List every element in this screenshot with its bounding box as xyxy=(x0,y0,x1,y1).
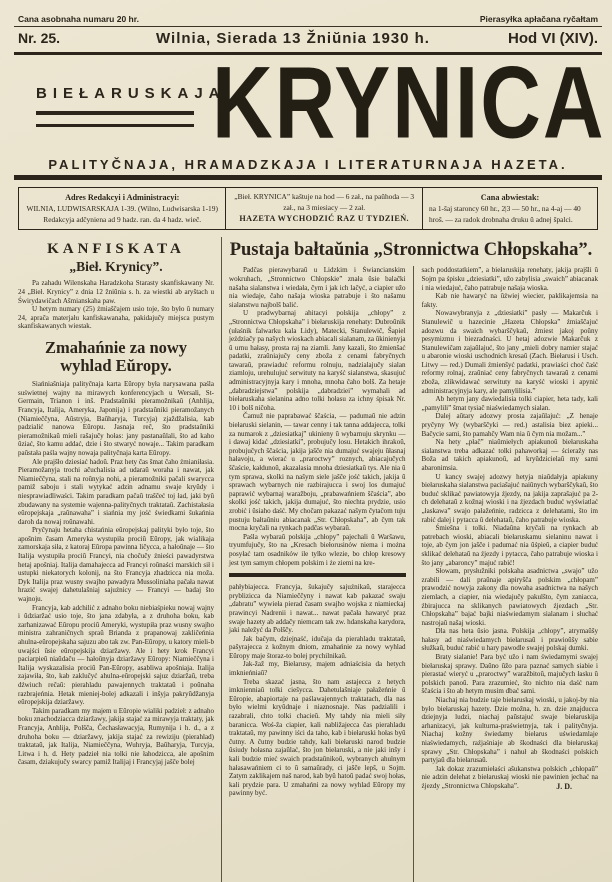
masthead-title: KRYNICA xyxy=(212,44,606,160)
issue-number: Nr. 25. xyxy=(18,30,61,46)
address-line1: WILNIA, LUDWISARSKAJA 1-39. (Wilno, Ludwisarska 1-19) xyxy=(26,203,218,213)
kanfiskata-title-line1: KANFISKATA xyxy=(47,241,185,258)
paragraph: Kab nie hawaryć na ŭźwiej wiecier, paklikajemsia na fakty. xyxy=(421,292,598,309)
paragraph: Siańniašniaja palityčnaja karta Eŭropy była narysawana paśla suświetnej wajny na mirawych konferencyjach u Wersali, St-Germain, Trianon i inš. Pradstaŭniki pieramožnikaŭ (Anhlija, Francyja, Italija, Ameryka, Japonija) i pradstaŭniki pieramožanych (Niamieččyna, Aŭstryja, Baŭharyja, Turcyja) zjaždžalisia, kab padzialić nanowa Eŭropu. Jasnaja reč, što pradstaŭniki pieramožnikaŭ mieli rašajučy hołas: jany pastanaŭlali, što ad kaho ŭziać, što kamu addać, dzie i što stwaryć nowaje... Takim paradkam paŭstała paśla wajny nowaja palityčnaja karta Eŭropy. xyxy=(18,380,214,457)
paragraph: Dalej aŭtary adozwy prosta zajaŭlajuć: „Z henaje pryčyny Wy (wybarščyki — red.) astalisia biez apieki... Bačycie sami, što pamahčy Wam nia ŭ čym nia možam...” xyxy=(421,412,598,438)
paragraph: Nowawybranyja z „dziesiatki” pasły — Makarčuk i Stanulewič u hazecinie „Hazeta Chłopska” źmiaščajuć adozwu da swaich wybarščykaŭ, źmiest jakoj poŭny pesymizmu i biezradnaści. U hetaj adozwie Makarčuk z Stanulewičam zajaŭlajuć, što jany „mieli dobry namier stajać u abaronie wioski uschodnich kresaŭ (Zach. Biełarusi i Usch. Litwy — red.) Dumali źmienšyć padatki, prawiaści choć čaść reformy rolnaj, zraŭniać ceny fabryčnych tawaraŭ z cenami zboža, zlikwidawać serwituty na karyść wioski i apynić administracyjnyja kary, ale pamylilisia.” xyxy=(421,309,598,395)
paragraph: Ale prajšło dziesiać hadoŭ. Praz hety čas šmat čaho źmianiłasia. Pieramožanyja trochi ačuchalisia ad udaraŭ woraha i nawat, jak Niamieččyna, stali na roŭnyja nohi, a pieramožniki pačali swarycca pamiž saboju i stali wytykać adzin adnamu swaje kryŭdy i niesprawiadliwaści. Takim paradkam pačaŭ traščeć toj ład, jaki byŭ zbudawany na systemie wajenna-palityčnych traktataŭ. Zachistałasia eŭropejskaja „raŭnawaha” i siańnia my jość świedkami šukańnia daroh da nowaj roŭnawahi. xyxy=(18,457,214,526)
ad-rates-cell xyxy=(422,188,597,229)
paragraph: Jak bačym, dziejnaść, idučaja da pierahladu traktataŭ, pašyrajecca z kožnym dniom, zmahańnie za nowy wyhlad Eŭropy maje štoraz-to bolej prychilnikaŭ. xyxy=(229,634,406,660)
ad-rates-body: na 1-šaj staroncy 60 hr., 2|3 — 50 hr., na 4-aj — 40 hroš. — za radok drobnaha druku ŭ adnej špalci. xyxy=(429,203,581,224)
paragraph: Śmiešna i tolki. Niadaŭna kryčali na rynkach ab patrebach wioski, abiacali biełaruskamu sielaninu nawat i toje, ab čym jon jašče i padumać nia ŭśpieŭ, a ciapier buduć sklikać delehataŭ na źjezdy i pytacca, čaho patrabuje wioska i što jany „abaroncy” majuć rabić! xyxy=(421,524,598,567)
paragraph: Treba skazać jasna, što nam astajecca z hetych imknienniaŭ tolki ciešycca. Dahetulašniaje pałažeńnie ŭ Eŭropie, abapiortaje na paślawajennych traktatach, dla nas było wielmi kryŭdnaje i niaznosnaje. Nas padzialili i razabrali, chto tolki chacieŭ. My tahdy nia mieli siły baranicca. Woś-ža ciapier, kali nabližajecca čas pierahladu traktataŭ, my pawinny iści da taho, kab i biełaruski hołas byŭ čutny. A čutny budzie tahdy, kali biełaruski narod budzie ŭsiudy hołasna zajaŭlać, što jon biełaruski, a nie jaki inšy i kali budzie mieć swaich pradstaŭnikoŭ, wybranych ahulnym hałasawańniem ci to ŭ samaŭrady, ci jašče lepš, u Sojm. Zatym zaklikajem naš narod, kab byŭ hatoŭ padać swoj hołas, kali prydzie para. U zmahańni za nowy wyhlad Eŭropy my pawinny być. xyxy=(229,677,406,798)
address-title: Adres Redakcyi i Administracyi: xyxy=(65,193,180,202)
masthead-rule xyxy=(14,175,602,180)
right-section xyxy=(221,237,600,882)
subscription-cell xyxy=(225,188,422,229)
price-note: Cana asobnaha numaru 20 hr. xyxy=(18,14,139,24)
paragraph: Ab hetym jany dawiedalisia tolki ciapier, heta tady, kali „pamylili” šmat tysiač niaświedamych sialan. xyxy=(421,395,598,412)
paragraph: Francyja, kab adchilić z adnaho boku niebiaśpieku nowaj wajny i ŭdziaržać usio toje, što jana zdabyła, a z druhoha boku, kab zarhanizawać Eŭropu prociŭ Ameryki, wystupiła praz wusny swajho ministra zahraničnych spraŭ Brianda z prapanowaj zakličeńnia ahulna-eŭropejskaha sajuzu abo tak zw. Pan-Eŭropy, u katory mieli-b uwajści ŭsie eŭropejskija dziaržawy. Ale i hety krok Francyi paciarpieŭ niaŭdaču — hałoŭnyja dziaržawy Eŭropy: Niamieččyna i Italija wyskazalisia prociŭ Pan-Eŭropy, asabliwa apošniaja. Italija zajawiła, što, kab zaklučyć ahulna-eŭropejski sajuz dziaržaŭ, treba dźwiuch rečaŭ: pierahladu pawajennych traktataŭ i poŭnaha razbrajeńnia. Hetak mieniej-bolej adkazali i inšyja pakryŭdžanyja eŭropejskija dziaržawy. xyxy=(18,603,214,707)
paragraph: pahłybiajecca. Francyja, šukajučy sajuźnikaŭ, starajecca pryblizicca da Niamieččyny i nawat kab pakazać swaju „dabratu” wywieła pierad časam swajho wojska z niamieckaj prawincyi Nadrenii i nawat... nawat pačała hawaryć praz swaje hazety ab addačy niemcam tak zw. hdanskaha karydora, jaki naležyć da Polščy. xyxy=(229,583,406,635)
masthead xyxy=(14,44,606,160)
paragraph: Słowam, prysłužniki polskaha asadnictwa „swajo” užo zrabili — dali praŭnaje apiryšča polskim „chłopam” prawodzić nowyja zakony dla nowaha asadnictwa na našych ziemlach, a ciapier, nia wiedajučy pakulšto, čym zaniacca, źbirajucca na sklikanych pawiatowych źjezdach „Str. Chłopskaha” bajać bajki niaświedamym sialanam i słuchać nastrojaŭ našaj wioski. xyxy=(421,567,598,627)
column-1 xyxy=(16,237,221,882)
paragraph: Dla nas heta ŭsio jasna. Polskija „chłopy”, atrymaŭšy hałasy ad niaświedamych biełarusaŭ i prawioŭšy sabie słužkaŭ, buduć rabić u hary pawodle swajej polskaj dumki. xyxy=(421,627,598,653)
paragraph: U kancy swajej adozwy hetyja niaŭdałyja apiakuny biełaruskaha sialanstwa paciašajuć naiŭnych wybarščykaŭ, što buduć sklikać pawiatowyja źjezdy, na jakija zaprašajuć pa 2-ch delehataŭ z kožnaj wioski i na źjezdach buduć wyświatlać „łaskawa” swajo pałažeńnie, radzicca z delehatami, što im rabić dalej i pytacca ŭ delehataŭ, čaho patrabuje wioska. xyxy=(421,472,598,524)
paragraph: Pa zahadu Wilenskaha Haradzkoha Starasty skanfiskawany Nr. 24 „Bieł. Krynicy” z dnia 12 žniŭnia s. h. za wiestki ab aryštach u Świrydawičach Ašmianskaha paw. xyxy=(18,279,214,305)
postage-note: Pierasyłka apłačana ryčałtam xyxy=(479,14,598,24)
paragraph: Braty sialanie! Para być užo i nam świedamymi swajej biełaruskaj sprawy. Daŭno ŭžo para paznać samych siabie i pierastać wieryć u „praroctwy” waražbitoŭ, majučych łasku ŭ polskich panoŭ. Para zrazumieć, što nichto nia daść nam ščaścia i što ab hetym musim dbać sami. xyxy=(421,653,598,696)
paragraph: Pryčynaju hetaha chistańnia eŭropejskaj palityki było toje, što apošnim časam Ameryka wystupiła prociŭ Eŭropy, jak wialikaja zamorskaja siła, z katoraj Eŭropa pawinna ličycca, a hałoŭnaje — što Italija wystupiła prociŭ Francyi, nia chočučy źnieści pawadyrstwa hetaj apošniaj. Italija damahajecca ad Francyi roŭnaści marskich sił i ustupki niekatorych kolonij, na što Francyja zhadzicca nia moža. Dyk Italija praz wusny swajho pawadyra Mussoliniaha pačała nawat hrazić swajej dahetulašniaj sajuźnicy — Francyi — badaj što wajnoju. xyxy=(18,526,214,604)
subscription-line2: HAZETA WYCHODZIĆ RAZ U TYDZIEŃ. xyxy=(239,214,409,224)
body-columns xyxy=(16,237,600,882)
info-box xyxy=(18,187,598,230)
author-signature: J. D. xyxy=(556,781,572,791)
two-columns xyxy=(222,266,600,882)
address-line2: Redakcyja adčyniena ad 9 hadz. ran. da 4 hadz. wieč. xyxy=(43,214,202,224)
paragraph: U hetym numary (25) źmiaščajem usio toje, što było ŭ numary 24, aprača materjału kanfiskawanaha, pakidajučy miejsca pustym skanfiskawanych wiestak. xyxy=(18,305,214,331)
paragraph: Čamuž nie paprabawać ščaścia, — padumaŭ nie adzin biełaruski sielanin, — tawar cenny i tak tanna addajecca, tolki za numarok z „dziesiatkaj” ukinieny ŭ wybarnuju skrynku — i dawaj kidać „dziesiatki”, probujučy losu. Hetakich ihrakoŭ, probujučych ščaścia, jakija jašče nia dumajuć swajeju ŭłasnaj hałavoju, a wierać u „praroctwy” roznych, abiacajučych ščaście, kałdunoŭ, akazałasia mnoha dziesiatkaŭ tys. Ale nia ŭ tym sprawa, skolki na našym siele jašče jość takich, jakija ŭ sprawach wybarnych nie razbirajucca i swoj los dumajuć paprawić wybarnaj waražboju, „prabawańniem ščaścia”, abo skolki jość takich, jakija dumajuć, što niechta prydzie, usio zrobić i ŭsiaho daść. My chočam pakazać našym čytačom tuju pustuju bałtaŭniu abiacanak „Str. Chłopskaha”, ab čym tak mocna kryčali na rynkach padčas wybaraŭ. xyxy=(229,412,406,533)
volume-label: Hod VI (XIV). xyxy=(508,30,598,47)
dateline: Wilnia, Sierada 13 Žniŭnia 1930 h. xyxy=(156,30,430,47)
subscription-line1: „Bieł. KRYNICA” kaštuje na hod — 6 zał., na paŭhoda — 3 zał., na 3 miesiacy — 2 zał. xyxy=(234,192,415,212)
paragraph: Jak-žaž my, Biełarusy, majem adniaścisia da hetych imknieńniaŭ? xyxy=(229,660,406,678)
kicker-double-rule xyxy=(36,111,194,127)
paragraph: Na hety „płač” niaŭmiełych apiakunoŭ biełaruskaha sialanstwa treba adkazać tolki pahaworkaj — ścieražy nas Boža ad takich apiakunoŭ, ad kryŭdzicielaŭ my sami abaronimsia. xyxy=(421,438,598,473)
paragraph: Jak dokaz zrazumiełaści ašukanstwa polskich „chłopaŭ” nie adzin delehat z biełaruskaj wioski nie pawinien jechać na źjezdy „Stronnictwa Chłopskaha”. xyxy=(421,764,598,790)
ad-rates-title: Cana abwiestak: xyxy=(480,193,540,202)
zmahannie-title: Zmahańnie za nowy wyhlad Eŭropy. xyxy=(44,337,188,376)
column-2 xyxy=(222,266,413,882)
address-cell xyxy=(19,188,225,229)
top-strip xyxy=(14,6,602,26)
pustaja-title: Pustaja bałtaŭnia „Stronnictwa Chłopskaha”. xyxy=(229,240,593,261)
paragraph: U pradwybarnaj ahitacyi polskija „chłopy” z „Stronnictwa Chłopskaha” i biełaruskija renehaty: Dubroŭnik (ułaśnik falwarku kala Lidy), Matecki, Stanulewič, Šapiel jeździačy pa našych wioskach abiacali sialanam, za ŭkinienyja ŭ urnu hałasy, prosta raj na ziamli. Jany kazali, što źmienšać padatki, zraŭniajučy ceny zboža z cenami fabryčnych tawaraŭ, prawiaduć reformu rolnuju, nadzialajučy sialan ziamloju, urehulujuć serwituty na karyść sialanstwa, skasujuć administracyjnyja kary i mnoha, mnoha čaho bolš. Za hetaje „dabradziejstwa” polskija „dabradziei” wymahali ad biełaruskaha sielanina adno tolki hołasu za ichny śpisak Nr. 10 i bolš ničoha. xyxy=(229,309,406,412)
paragraph: Niachaj nia budzie taje biełaruskaj wioski, u jakoj-by nia było biełaruskaj hazety. Dzie možna, h. zn. dzie znajducca dziejnyja ludzi, niachaj paŭstajuć swaje biełaruskija arhanizacyi, jak kulturna-praświetnyja, tak i palityčnyja. Niachaj kožny świedamy biełarus uświedamlaje niaświedamych, raźjaśniaje ab škodnaści dla biełaruskaj sprawy „Str. Chłopskaha” i nahuł ab škodnaści polskich partyjaŭ dla biełarusaŭ. xyxy=(421,696,598,765)
column-3 xyxy=(413,266,601,882)
paragraph: Padčas pierawybaraŭ u Lidzkim i Świancianskim wokruhach, „Stronnictwo Chłopskie” znała ŭsie balački našaha sialanstwa i wiedała, čym i jak ich lačyć, a ciapier užo nia wiedaje, čaho našaja wioska patrabuje i što našamu sialanstwu najbolš balić. xyxy=(229,266,406,309)
paragraph: sach poddostatkiem”, a biełaruskija renehaty, jakija prajšli ŭ Sojm pa śpisku „dziesiatki”, užo zabylisia „swaich” abiacanak i nia wiedajuć, čaho patrabuje našaja wioska. xyxy=(421,266,598,292)
paragraph: Takim paradkam my majem u Eŭropie wialiki padzieł: z adnaho boku znachodziacca dziaržawy, jakija stajać za mirawyja traktaty, jak Francyja, Anhlija, Polšča, Čechasławacyja, Rumynija i h. d., a z druhoha boku — dziaržawy, jakija stajać za rewiziju (pierahlad) traktataŭ, jak Italija, Niamieččyna, Wuhryja, Baŭharyja, Turcyja, Litwa i h. d. Hety padzieł nia tolki nie łahodzicca, ale apošnim časam, dziakujučy swarcy pamiž Italijaj i Francyjaj jašče bolej xyxy=(18,706,214,767)
masthead-subtitle: PALITYČNAJA, HRAMADZKAJA I LITERATURNAJA HAZETA. xyxy=(48,157,568,172)
kanfiskata-title-line2: „Bieł. Krynicy”. xyxy=(69,259,163,275)
paragraph: Paśla wybaraŭ polskija „chłopy” pajechali ŭ Waršawu, tryumfujučy, što na „Kresach biełorusinów niema i można posyłać tam osadników ile tylko wlezie, bo chłop kresowy jest tym samym chłopem polskim i że ziemi na kre- xyxy=(229,532,406,567)
masthead-kicker: BIEŁARUSKAJA xyxy=(36,85,226,102)
section-divider xyxy=(229,573,406,577)
